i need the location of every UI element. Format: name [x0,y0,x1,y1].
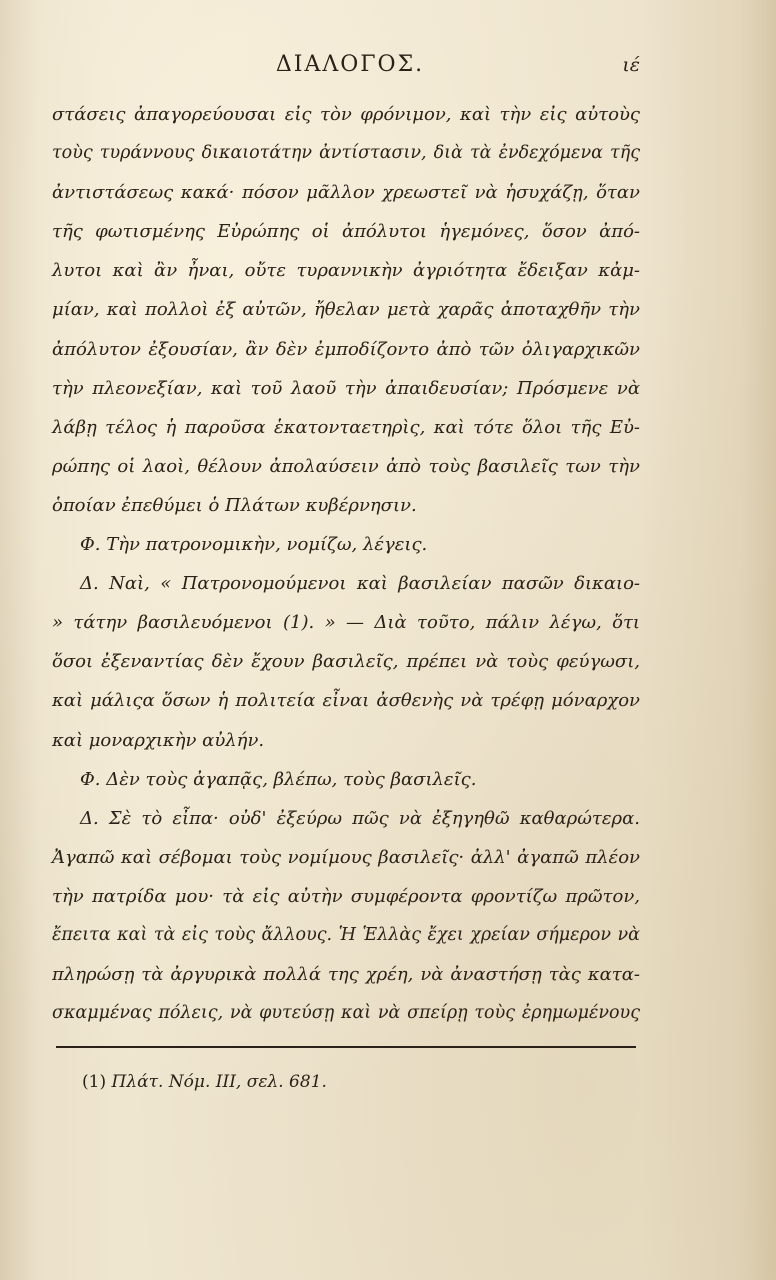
text-line: τοὺς τυράννους δικαιοτάτην ἀντίστασιν, διὰ τὰ ἐνδεχόμενα τῆς [52,143,640,164]
page-header [60,52,640,86]
text-line: καὶ μάλιςα ὅσων ἡ πολιτεία εἶναι ἀσθενὴς νὰ τρέφῃ μόναρχον [52,690,640,712]
text-line: καὶ μοναρχικὴν αὐλήν. [52,729,265,751]
footnote-marker: (1) [82,1072,107,1092]
text-line: στάσεις ἀπαγορεύουσαι εἰς τὸν φρόνιμον, καὶ τὴν εἰς αὐτοὺς [52,104,640,125]
running-title: ΔΙΑΛΟΓΟΣ. [275,52,425,77]
text-line: ρώπης οἱ λαοὶ, θέλουν ἀπολαύσειν ἀπὸ τοὺς βασιλεῖς των τὴν [52,455,640,477]
dialogue-line: Δ. Σὲ τὸ εἶπα· οὐδ' ἐξεύρω πῶς νὰ ἐξηγηθῶ καθαρώτερα. [80,807,640,829]
text-line: σκαμμένας πόλεις, νὰ φυτεύσῃ καὶ νὰ σπείρῃ τοὺς ἐρημωμένους [52,1003,640,1024]
footnote-citation: Πλάτ. Νόμ. III, σελ. 681. [111,1072,327,1092]
text-line: » τάτην βασιλευόμενοι (1). » — Διὰ τοῦτο, πάλιν λέγω, ὅτι [52,612,640,634]
text-line: τῆς φωτισμένης Εὐρώπης οἱ ἀπόλυτοι ἡγεμόνες, ὅσον ἀπό- [52,221,640,243]
footnote-rule [56,1046,636,1048]
dialogue-line: Δ. Ναὶ, « Πατρονομούμενοι καὶ βασιλείαν πασῶν δικαιο- [80,573,640,595]
dialogue-line: Φ. Τὴν πατρονομικὴν, νομίζω, λέγεις. [80,534,428,556]
text-line: ὅσοι ἐξεναντίας δὲν ἔχουν βασιλεῖς, πρέπει νὰ τοὺς φεύγωσι, [52,651,640,673]
text-line: ἀντιστάσεως κακά· πόσον μᾶλλον χρεωστεῖ νὰ ἡσυχάζῃ, ὅταν [52,182,640,204]
text-line: ἔπειτα καὶ τὰ εἰς τοὺς ἄλλους. Ἡ Ἑλλὰς ἔχει χρείαν σήμερον νὰ [52,924,640,945]
text-line: ὁποίαν ἐπεθύμει ὁ Πλάτων κυβέρνησιν. [52,494,417,516]
text-line: τὴν πατρίδα μου· τὰ εἰς αὐτὴν συμφέροντα φροντίζω πρῶτον, [52,885,640,907]
text-line: μίαν, καὶ πολλοὶ ἐξ αὐτῶν, ἤθελαν μετὰ χαρᾶς ἀποταχθῆν τὴν [52,299,640,321]
footnote [82,1072,327,1092]
text-line: λυτοι καὶ ἂν ἦναι, οὔτε τυραννικὴν ἀγριότητα ἔδειξαν κἀμ- [52,260,640,282]
text-line: λάβῃ τέλος ἡ παροῦσα ἑκατονταετηρὶς, καὶ τότε ὅλοι τῆς Εὐ- [52,416,640,438]
page-number: ιέ [622,54,640,76]
body-text [52,95,640,1033]
text-line: Ἀγαπῶ καὶ σέβομαι τοὺς νομίμους βασιλεῖς· ἀλλ' ἀγαπῶ πλέον [52,846,640,868]
text-line: τὴν πλεονεξίαν, καὶ τοῦ λαοῦ τὴν ἀπαιδευσίαν; Πρόσμενε νὰ [52,377,640,399]
dialogue-line: Φ. Δὲν τοὺς ἀγαπᾷς, βλέπω, τοὺς βασιλεῖς. [80,768,477,790]
text-line: ἀπόλυτον ἐξουσίαν, ἂν δὲν ἐμποδίζοντο ἀπὸ τῶν ὀλιγαρχικῶν [52,338,640,360]
text-line: πληρώσῃ τὰ ἀργυρικὰ πολλά της χρέη, νὰ ἀναστήσῃ τὰς κατα- [52,964,640,986]
